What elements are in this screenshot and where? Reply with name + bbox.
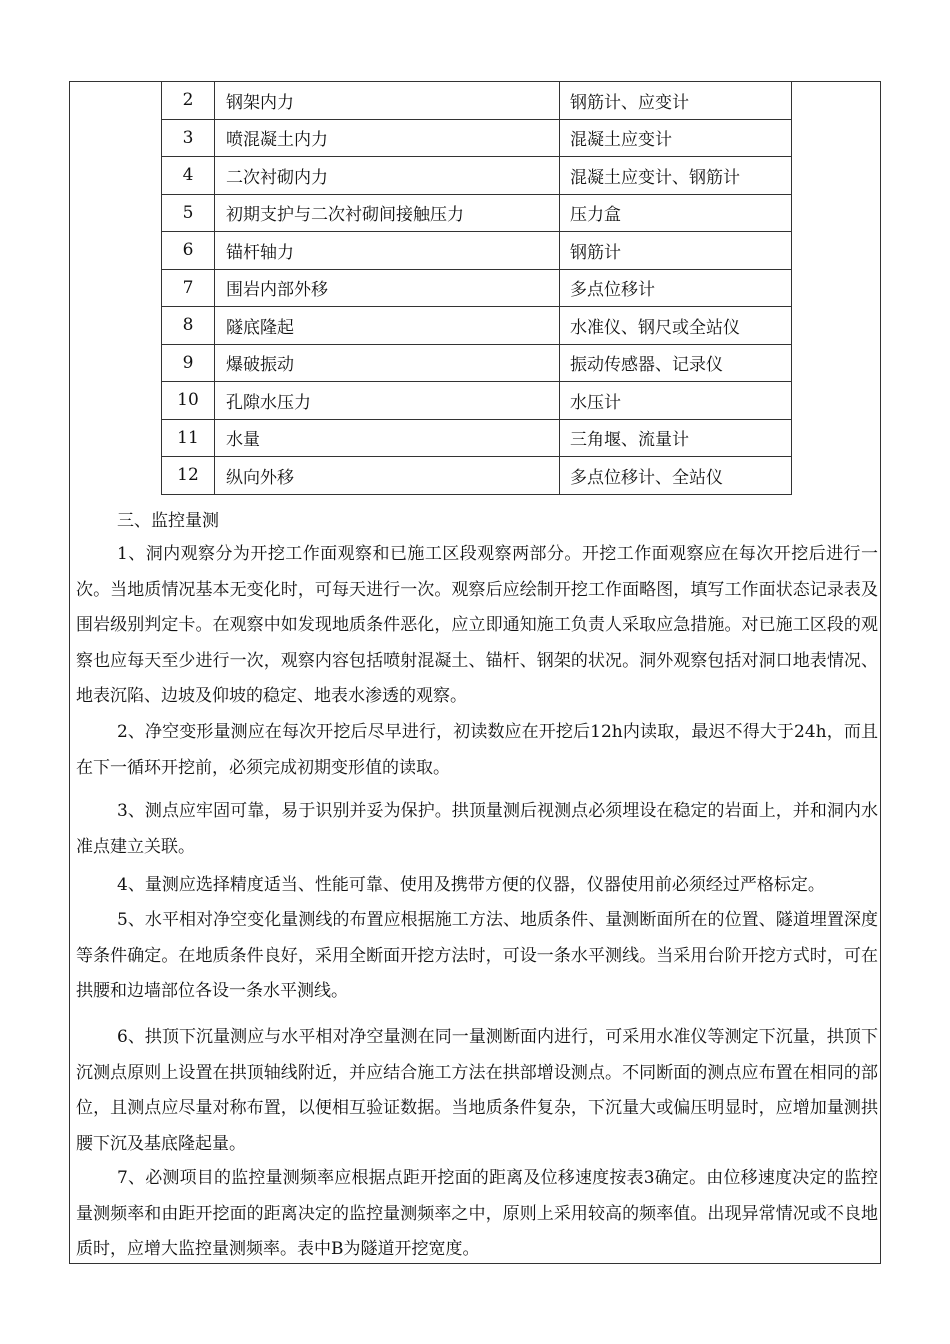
row-instrument: 多点位移计: [560, 269, 792, 307]
row-instrument: 多点位移计、全站仪: [560, 457, 792, 495]
paragraph-5: 5、水平相对净空变化量测线的布置应根据施工方法、地质条件、量测断面所在的位置、隧道埋置深度等条件确定。在地质条件良好，采用全断面开挖方法时，可设一条水平测线。当采用台阶开挖方式时，可在拱腰和边墙部位各设一条水平测线。: [76, 910, 878, 1001]
table-row: [162, 382, 792, 420]
row-item: 纵向外移: [215, 457, 560, 495]
table-row: [162, 344, 792, 382]
paragraph-2: 2、净空变形量测应在每次开挖后尽早进行，初读数应在开挖后12h内读取，最迟不得大于24h，而且在下一循环开挖前，必须完成初期变形值的读取。: [76, 722, 878, 778]
row-item: 爆破振动: [215, 344, 560, 382]
table-row: [162, 119, 792, 157]
instrument-table: [161, 81, 792, 495]
row-number: 8: [162, 307, 215, 345]
row-number: 7: [162, 269, 215, 307]
row-item: 钢架内力: [215, 82, 560, 120]
row-item: 孔隙水压力: [215, 382, 560, 420]
row-number: 11: [162, 419, 215, 457]
row-number: 10: [162, 382, 215, 420]
row-number: 6: [162, 232, 215, 270]
table-row: [162, 232, 792, 270]
row-instrument: 水压计: [560, 382, 792, 420]
table-row: [162, 269, 792, 307]
row-instrument: 钢筋计: [560, 232, 792, 270]
row-item: 隧底隆起: [215, 307, 560, 345]
section-title: 三、监控量测: [117, 511, 219, 531]
table-row: [162, 457, 792, 495]
row-instrument: 振动传感器、记录仪: [560, 344, 792, 382]
row-instrument: 钢筋计、应变计: [560, 82, 792, 120]
row-number: 2: [162, 82, 215, 120]
row-instrument: 水准仪、钢尺或全站仪: [560, 307, 792, 345]
row-number: 9: [162, 344, 215, 382]
row-instrument: 三角堰、流量计: [560, 419, 792, 457]
row-item: 锚杆轴力: [215, 232, 560, 270]
row-instrument: 混凝土应变计、钢筋计: [560, 157, 792, 195]
paragraph-1: 1、洞内观察分为开挖工作面观察和已施工区段观察两部分。开挖工作面观察应在每次开挖后进行一次。当地质情况基本无变化时，可每天进行一次。观察后应绘制开挖工作面略图，填写工作面状态记录表及围岩级别判定卡。在观察中如发现地质条件恶化，应立即通知施工负责人采取应急措施。对已施工区段的观察也应每天至少进行一次，观察内容包括喷射混凝土、锚杆、钢架的状况。洞外观察包括对洞口地表情况、地表沉陷、边坡及仰坡的稳定、地表水渗透的观察。: [76, 544, 878, 706]
row-item: 喷混凝土内力: [215, 119, 560, 157]
row-item: 围岩内部外移: [215, 269, 560, 307]
table-row: [162, 307, 792, 345]
table-row: [162, 194, 792, 232]
row-instrument: 压力盒: [560, 194, 792, 232]
row-instrument: 混凝土应变计: [560, 119, 792, 157]
row-item: 初期支护与二次衬砌间接触压力: [215, 194, 560, 232]
row-number: 4: [162, 157, 215, 195]
row-number: 12: [162, 457, 215, 495]
paragraph-3: 3、测点应牢固可靠，易于识别并妥为保护。拱顶量测后视测点必须埋设在稳定的岩面上，并和洞内水准点建立关联。: [76, 801, 878, 857]
paragraph-6: 6、拱顶下沉量测应与水平相对净空量测在同一量测断面内进行，可采用水准仪等测定下沉量，拱顶下沉测点原则上设置在拱顶轴线附近，并应结合施工方法在拱部增设测点。不同断面的测点应布置在相同的部位，且测点应尽量对称布置，以便相互验证数据。当地质条件复杂，下沉量大或偏压明显时，应增加量测拱腰下沉及基底隆起量。: [76, 1027, 878, 1154]
paragraph-7: 7、必测项目的监控量测频率应根据点距开挖面的距离及位移速度按表3确定。由位移速度决定的监控量测频率和由距开挖面的距离决定的监控量测频率之中，原则上采用较高的频率值。出现异常情况或不良地质时，应增大监控量测频率。表中B为隧道开挖宽度。: [76, 1168, 878, 1259]
row-item: 二次衬砌内力: [215, 157, 560, 195]
row-item: 水量: [215, 419, 560, 457]
row-number: 5: [162, 194, 215, 232]
table-row: [162, 82, 792, 120]
paragraph-4: 4、量测应选择精度适当、性能可靠、使用及携带方便的仪器，仪器使用前必须经过严格标定。: [117, 875, 825, 895]
table-row: [162, 157, 792, 195]
row-number: 3: [162, 119, 215, 157]
table-row: [162, 419, 792, 457]
instrument-table-body: [162, 82, 792, 495]
